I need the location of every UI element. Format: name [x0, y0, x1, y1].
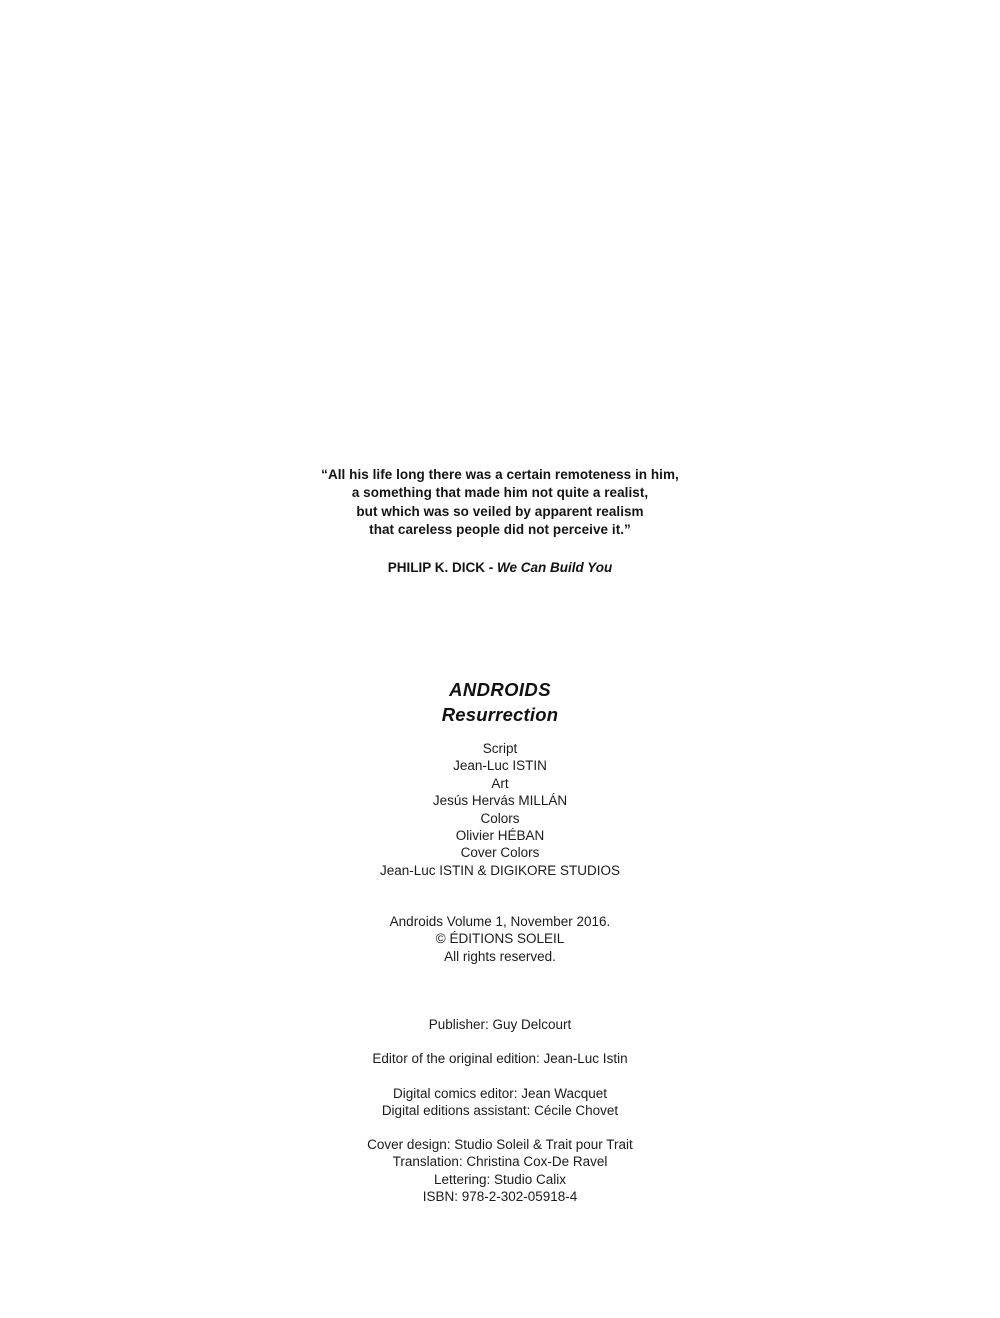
epigraph-line-2: a something that made him not quite a realist,: [351, 485, 649, 501]
colophon-isbn: ISBN: 978-2-302-05918-4: [422, 1189, 578, 1205]
colophon-digital-assistant: Digital editions assistant: Cécile Chovet: [381, 1102, 619, 1118]
colophon-lettering: Lettering: Studio Calix: [433, 1171, 567, 1187]
publication-volume-date: Androids Volume 1, November 2016.: [389, 914, 611, 929]
publication-rights: All rights reserved.: [444, 948, 556, 964]
credit-role-cover-colors: Cover Colors: [460, 845, 540, 861]
colophon-publisher: Publisher: Guy Delcourt: [428, 1017, 572, 1032]
series-title: ANDROIDS: [449, 679, 551, 700]
colophon-group-publisher: [0, 1016, 1000, 1033]
series-subtitle: Resurrection: [441, 704, 559, 725]
epigraph-block: [0, 466, 1000, 575]
colophon-digital-editor: Digital comics editor: Jean Wacquet: [392, 1085, 608, 1101]
credit-role-art: Art: [491, 775, 509, 791]
colophon-cover-design: Cover design: Studio Soleil & Trait pour Trait: [367, 1137, 633, 1153]
colophon-block: [0, 1016, 1000, 1205]
epigraph-author: PHILIP K. DICK -: [387, 560, 497, 576]
epigraph-line-1: “All his life long there was a certain remoteness in him,: [321, 467, 679, 482]
colophon-group-editor: [0, 1050, 1000, 1067]
credit-name-colors: Olivier HÉBAN: [455, 828, 545, 844]
credits-block: [0, 740, 1000, 879]
credit-role-colors: Colors: [480, 810, 520, 826]
colophon-group-production: [0, 1136, 1000, 1205]
credit-name-cover-colors: Jean-Luc ISTIN & DIGIKORE STUDIOS: [379, 862, 621, 878]
colophon-translation: Translation: Christina Cox-De Ravel: [392, 1154, 608, 1170]
credit-name-art: Jesús Hervás MILLÁN: [432, 793, 568, 809]
publication-copyright: © ÉDITIONS SOLEIL: [435, 931, 565, 947]
publication-block: [0, 913, 1000, 965]
epigraph-attribution: [0, 560, 1000, 575]
epigraph-line-4: that careless people did not perceive it.”: [369, 521, 631, 537]
credit-role-script: Script: [482, 741, 518, 756]
epigraph-work-title: We Can Build You: [497, 560, 613, 576]
credit-name-script: Jean-Luc ISTIN: [453, 758, 547, 774]
epigraph-line-3: but which was so veiled by apparent realism: [356, 503, 644, 519]
title-block: [0, 677, 1000, 727]
colophon-group-digital: [0, 1085, 1000, 1120]
colophon-original-editor: Editor of the original edition: Jean-Luc Istin: [372, 1051, 628, 1067]
